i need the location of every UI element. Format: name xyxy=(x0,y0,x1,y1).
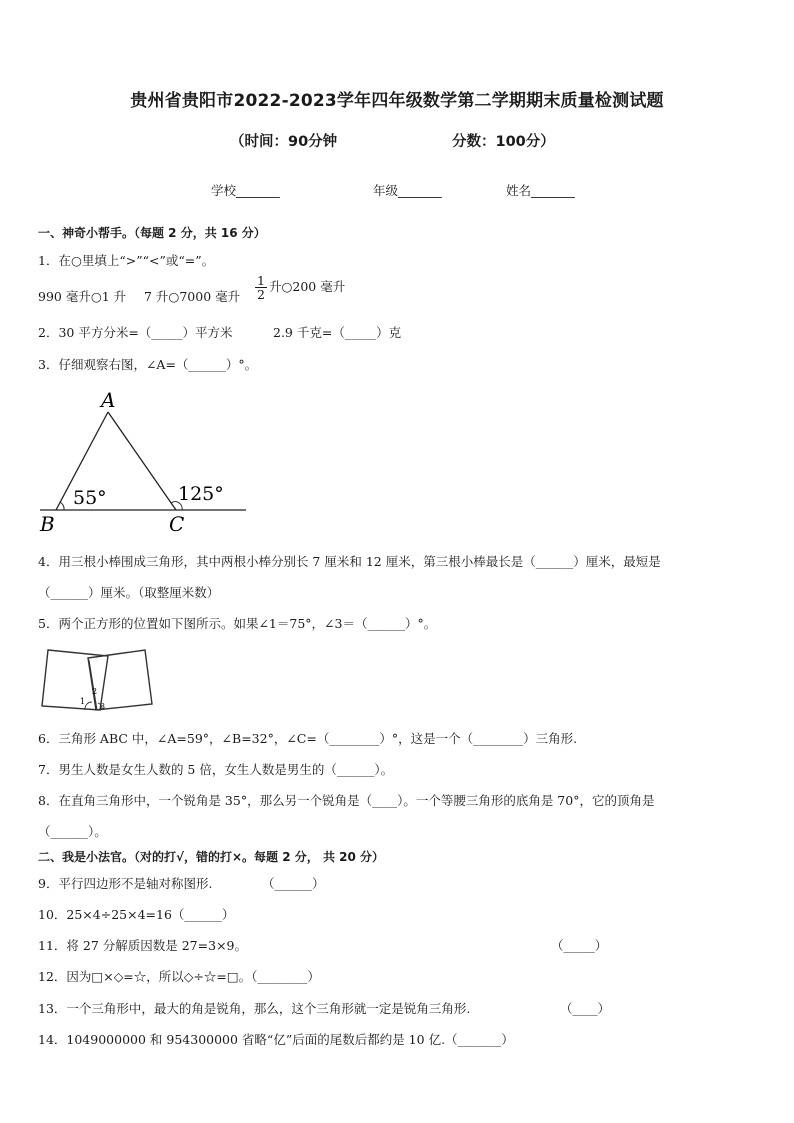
section-2-heading: 二、我是小法官。（对的打√，错的打×。每题 2 分， 共 20 分） xyxy=(38,850,384,864)
question-1-item-c: $\frac{1}{2}$ 升○200 毫升 xyxy=(257,273,346,302)
question-6: 6．三角形 ABC 中，∠A=59°，∠B=32°，∠C=（________）°，这是一个（________）三角形. xyxy=(38,731,578,746)
question-4-line-1: 4．用三根小棒围成三角形，其中两根小棒分别长 7 厘米和 12 厘米，第三根小棒最长是（______）厘米，最短是 xyxy=(38,554,661,569)
question-12: 12．因为□×◇=☆，所以◇÷☆=□。（________） xyxy=(38,969,320,984)
question-1-item-b: 7 升○7000 毫升 xyxy=(144,289,241,304)
angle-b-arc xyxy=(60,502,64,510)
right-square xyxy=(88,650,152,710)
question-3: 3．仔细观察右图，∠A=（______）°。 xyxy=(38,357,258,372)
question-1: 1．在○里填上“>”“<”或“=”。 xyxy=(38,253,215,268)
angle-3-label: 3 xyxy=(100,702,106,711)
angle-b-value: 55° xyxy=(73,487,107,509)
angle-c-value: 125° xyxy=(178,483,224,505)
question-13-blank: （____） xyxy=(560,1001,611,1016)
question-4-line-2: （______）厘米。（取整厘米数） xyxy=(38,585,220,600)
question-9-blank: （______） xyxy=(262,876,325,891)
page-title: 贵州省贵阳市2022-2023学年四年级数学第二学期期末质量检测试题 xyxy=(130,91,664,111)
question-1-item-a: 990 毫升○1 升 xyxy=(38,289,127,304)
angle-2-label: 2 xyxy=(92,687,98,696)
question-10: 10．25×4÷25×4=16（______） xyxy=(38,907,235,922)
exam-score: 分数：100分） xyxy=(452,134,555,150)
question-11: 11．将 27 分解质因数是 27=3×9。 xyxy=(38,938,247,953)
two-squares-figure xyxy=(40,646,155,714)
question-2-part-b: 2.9 千克=（_____）克 xyxy=(273,325,402,340)
grade-field: 年级_______ xyxy=(373,183,442,198)
triangle-figure xyxy=(36,386,251,538)
name-field: 姓名_______ xyxy=(506,183,575,198)
angle-1-label: 1 xyxy=(80,697,86,706)
fraction-one-half: $\frac{1}{2}$ xyxy=(257,273,265,302)
vertex-c-label: C xyxy=(169,512,185,536)
exam-time: （时间：90分钟 xyxy=(230,134,338,150)
question-5: 5．两个正方形的位置如下图所示。如果∠1＝75°，∠3＝（______）°。 xyxy=(38,616,437,631)
school-field: 学校_______ xyxy=(211,183,280,198)
question-13: 13．一个三角形中，最大的角是锐角，那么，这个三角形就一定是锐角三角形. xyxy=(38,1001,471,1016)
question-8-line-1: 8．在直角三角形中，一个锐角是 35°，那么另一个锐角是（____）。一个等腰三角形的底角是 70°，它的顶角是 xyxy=(38,793,655,808)
vertex-b-label: B xyxy=(40,512,55,536)
side-ac xyxy=(108,412,176,510)
question-8-line-2: （______）。 xyxy=(38,824,107,839)
question-11-blank: （_____） xyxy=(551,938,608,953)
question-7: 7．男生人数是女生人数的 5 倍，女生人数是男生的（______）。 xyxy=(38,762,394,777)
question-14: 14．1049000000 和 954300000 省略“亿”后面的尾数后都约是 10 亿.（_______） xyxy=(38,1032,514,1047)
question-9: 9．平行四边形不是轴对称图形. xyxy=(38,876,213,891)
vertex-a-label: A xyxy=(101,388,116,412)
section-1-heading: 一、神奇小帮手。（每题 2 分，共 16 分） xyxy=(38,226,266,240)
question-2-part-a: 2．30 平方分米=（_____）平方米 xyxy=(38,325,233,340)
left-square xyxy=(42,650,108,710)
